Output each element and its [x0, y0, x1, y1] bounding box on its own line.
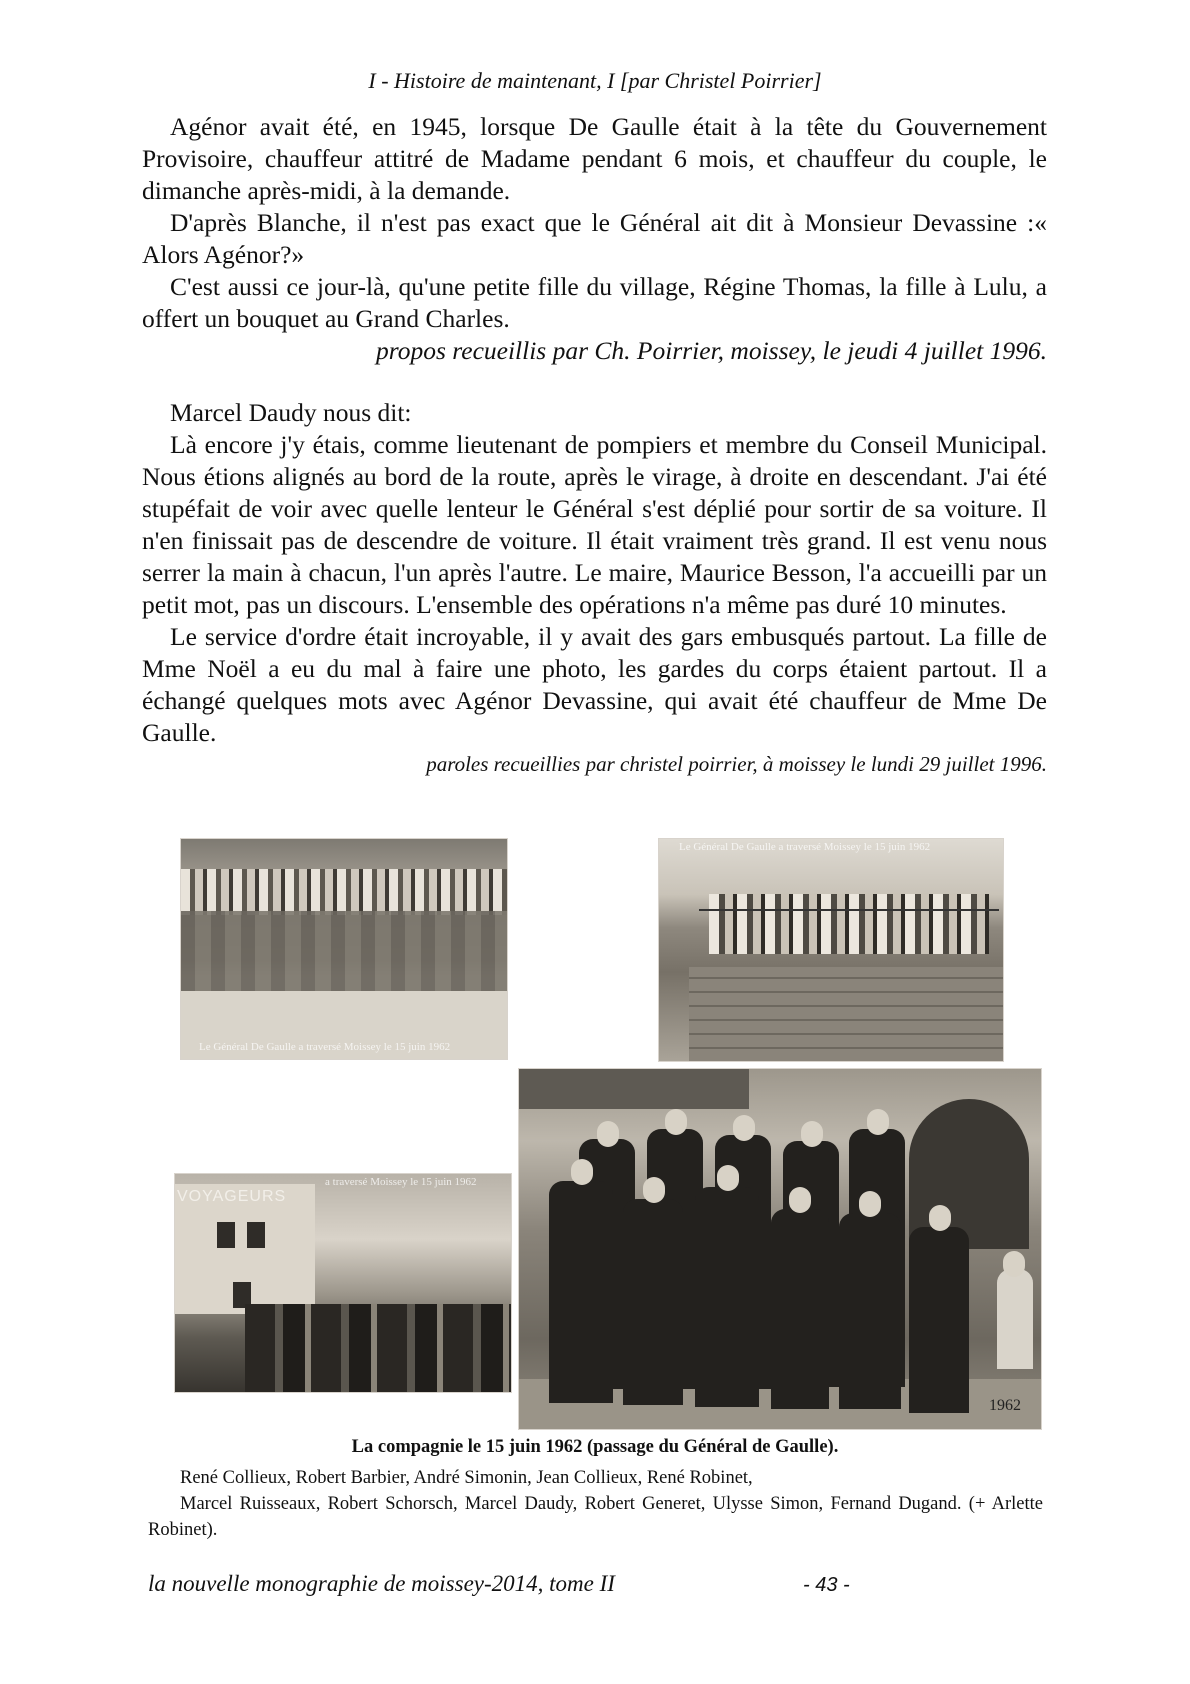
attribution-poirrier-1: propos recueillis par Ch. Poirrier, moissey, le jeudi 4 juillet 1996.	[376, 336, 1047, 365]
photo-overlay-caption: Le Général De Gaulle a traversé Moissey le 15 juin 1962	[199, 1041, 451, 1053]
paragraph-marcel-intro: Marcel Daudy nous dit:	[170, 398, 412, 427]
photo-firemen-company	[518, 1068, 1042, 1430]
paragraph-blanche: D'après Blanche, il n'est pas exact que le Général ait dit à Monsieur Devassine :« Alors Agénor?»	[142, 208, 1047, 269]
names-line-2: Marcel Ruisseaux, Robert Schorsch, Marcel Daudy, Robert Generet, Ulysse Simon, Fernand Dugand. (+ Arlette Robinet).	[148, 1494, 1043, 1540]
paragraph-agenor: Agénor avait été, en 1945, lorsque De Gaulle était à la tête du Gouvernement Provisoire, chauffeur attitré de Madame pendant 6 mois, et chauffeur du couple, le dimanche après-midi, à la demande.	[142, 112, 1047, 205]
footer-page-number: - 43 -	[803, 1574, 850, 1596]
photo-overlay-caption: Le Général De Gaulle a traversé Moissey le 15 juin 1962	[679, 841, 931, 853]
names-line-1: René Collieux, Robert Barbier, André Simonin, Jean Collieux, René Robinet,	[180, 1468, 753, 1488]
photo-overlay-caption: a traversé Moissey le 15 juin 1962	[325, 1176, 477, 1188]
paragraph-regine: C'est aussi ce jour-là, qu'une petite fille du village, Régine Thomas, la fille à Lulu, a offert un bouquet au Grand Charles.	[142, 272, 1047, 333]
running-header: I - Histoire de maintenant, I [par Christel Poirrier]	[368, 68, 822, 93]
paragraph-marcel-account: Là encore j'y étais, comme lieutenant de pompiers et membre du Conseil Municipal. Nous étions alignés au bord de la route, après le virage, à droite en descendant. J'ai été stupéfait de voir avec quelle lenteur le Général s'est déplié pour sortir de sa voiture. Il n'en finissait pas de descendre de voiture. Il était vraiment très grand. Il est venu nous serrer la main à chacun, l'un après l'autre. Le maire, Maurice Besson, l'a accueilli par un petit mot, pas un discours. L'ensemble des opérations n'a même pas duré 10 minutes.	[142, 430, 1047, 619]
footer-book-title: la nouvelle monographie de moissey-2014, tome II	[148, 1571, 615, 1596]
names-list	[148, 1465, 1043, 1543]
photo-street-convoy	[174, 1173, 512, 1393]
attribution-poirrier-2: paroles recueillies par christel poirrier, à moissey le lundi 29 juillet 1996.	[426, 752, 1047, 776]
photo-year-label: 1962	[989, 1397, 1021, 1414]
body-text	[142, 111, 1047, 779]
photo-crowd-on-wall	[180, 838, 508, 1060]
photo-balcony-crowd	[658, 838, 1004, 1062]
voyageurs-sign: VOYAGEURS	[177, 1188, 287, 1205]
paragraph-security: Le service d'ordre était incroyable, il y avait des gars embusqués partout. La fille de Mme Noël a eu du mal à faire une photo, les gardes du corps étaient partout. Il a échangé quelques mots avec Agénor Devassine, qui avait été chauffeur de Mme De Gaulle.	[142, 622, 1047, 747]
figure-caption: La compagnie le 15 juin 1962 (passage du Général de Gaulle).	[351, 1437, 839, 1457]
